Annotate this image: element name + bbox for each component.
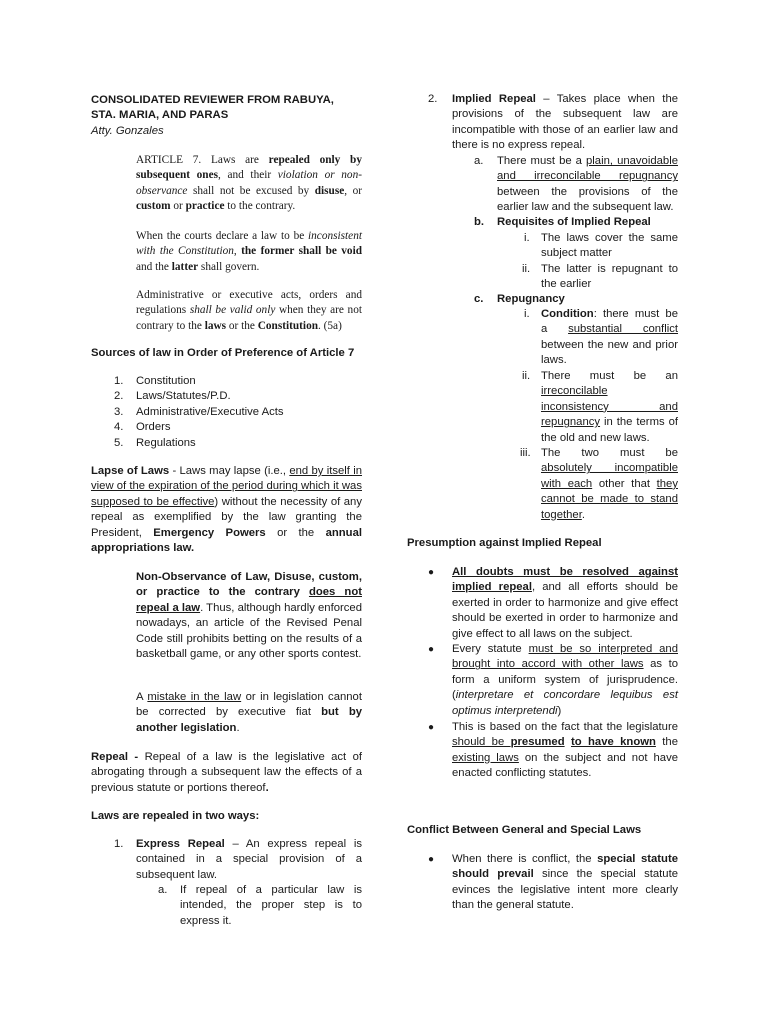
bold-span: custom [136,200,171,213]
bold-span: Non-Observance of Law, Disuse, custom, or practice to the contrary [136,571,362,599]
text-span: on the subject and not have enacted conflicting statutes. [452,751,678,780]
list-text: If repeal of a particular law is intended, the proper step is to express it. [180,884,362,927]
underlined-span: mistake in the law [147,691,242,703]
list-number: 1. [114,838,124,850]
list-letter: a. [474,155,484,167]
text-span: ) without the necessity of any repeal as exemplified by the law granting the President, [91,495,362,539]
bullet-icon: ● [428,722,435,733]
bold-underlined-span: All doubts must be resolved against implied repeal [452,566,678,594]
text-span: as to form a uniform system of jurisprudence. ( [452,658,678,702]
bold-span: Express Repeal [136,838,225,850]
sources-list [114,374,354,451]
list-letter: b. [474,216,485,228]
text-span: shall govern. [198,260,260,273]
text-span: between the provisions of the earlier law and the subsequent law. [497,185,678,214]
bullet-icon: ● [428,644,435,655]
list-roman: i. [524,308,530,320]
underlined-span: irreconcilable inconsistency and repugnancy [541,385,678,429]
underlined-span: should be [452,736,511,749]
title-line-1: CONSOLIDATED REVIEWER FROM RABUYA, [91,94,334,106]
implied-c-ii [520,369,678,446]
text-span: or the [226,319,258,332]
list-number: 5. [114,436,124,449]
list-number: 3. [114,405,124,418]
text-span: When the courts declare a law to be [136,230,309,242]
list-text [136,837,362,883]
text-span: – Takes place when the provisions of the subsequent law are incompatible with those of an earlier law and there is no express repeal. [452,93,679,152]
underlined-span: they cannot be made to stand together [541,477,678,521]
text-span: shall not be excused by [187,184,315,197]
bold-span: Condition [541,308,594,320]
text-span: . [581,508,585,521]
text-span: This is based on the fact that the legislature [452,721,678,733]
text-span: other that [592,477,657,490]
list-number: 2. [428,93,438,105]
list-roman: ii. [522,370,531,382]
express-repeal-item [114,837,362,883]
text-span: between the new and prior laws. [541,338,678,367]
non-observance-paragraph [136,570,362,662]
bold-span: Constitution [257,319,318,332]
article-label: ARTICLE 7 [136,154,199,166]
text-span: the [655,736,678,749]
text-span: or in legislation cannot be corrected by executive fiat [136,691,362,719]
list-text [541,307,678,369]
list-number: 4. [114,421,124,434]
article-7-paragraph [136,153,362,215]
text-span: and the [136,260,172,273]
text-span: , and all efforts should be exerted in order to harmonize and give effect should be exerted in order to harmonize and give effect to all laws on the subject. [452,581,678,640]
bold-span: disuse [314,184,345,197]
text-span: . Laws are [198,154,269,166]
bold-span: Lapse of Laws [91,465,170,477]
underlined-span: substantial conflict [568,323,679,336]
underlined-span: plain, unavoidable and irreconcilable repugnancy [497,155,678,183]
list-text [452,720,678,782]
list-roman: ii. [522,263,531,275]
author: Atty. Gonzales [91,124,164,137]
list-text: Orders [136,421,171,434]
implied-subitem-b [474,215,678,230]
conflict-heading: Conflict Between General and Special Laws [407,824,642,836]
bold-underlined-span: does not repeal a law [136,586,362,614]
list-item [114,420,354,435]
bold-span: laws [204,319,227,332]
bold-span: Implied Repeal [452,93,536,105]
list-text: Requisites of Implied Repeal [497,216,651,228]
list-item [114,405,354,420]
implied-repeal-item [428,92,678,154]
text-span: . Thus, although hardly enforced nowadays, an article of the Revised Penal Code still prohibits betting on the results of a basketball game, or any other sports contest. [136,601,362,661]
bold-span: Emergency Powers [153,526,266,539]
list-roman: iii. [520,447,531,459]
bold-underlined-span: to have known [570,736,656,749]
sources-heading: Sources of law in Order of Preference of Article 7 [91,347,355,359]
presumption-bullet-2 [428,642,678,719]
mistake-paragraph [136,690,362,736]
list-letter: c. [474,293,484,305]
text-span: Administrative or executive acts, orders and regulations [136,289,362,317]
list-number: 1. [114,375,124,387]
implied-subitem-a [474,154,678,216]
bullet-icon: ● [428,854,435,865]
text-span: Repeal of a law is the legislative act of abrogating through a subsequent law the effects of a previous statute or portions thereof [91,751,362,794]
text-span: when they are not contrary to the [136,304,362,332]
list-text: The laws cover the same subject matter [541,232,678,260]
text-span: A [136,691,148,703]
list-text: Repugnancy [497,293,565,305]
underlined-span: end by itself in view of the expiration of the period during which it was supposed to be effective [91,465,363,508]
text-span: , and their [218,169,278,182]
text-span: in the terms of the old and new laws. [541,416,678,444]
list-text: The latter is repugnant to the earlier [541,263,678,291]
list-item [114,389,354,404]
italic-span: interpretare et concordare lequibus est optimus interpretendi [452,689,678,717]
presumption-bullet-1 [428,565,678,642]
italic-span: inconsistent with the Constitution [136,230,362,258]
implied-c-iii [520,446,678,523]
list-text [452,852,678,914]
underlined-span: must be so interpreted and brought into accord with other laws [452,643,678,671]
list-number: 2. [114,390,124,403]
implied-b-i [520,231,678,262]
list-letter: a. [158,884,168,896]
underlined-span: existing laws [452,751,519,764]
conflict-bullet-1 [428,852,678,914]
list-text: Constitution [136,375,196,387]
bold-span: the former shall be void [241,245,363,258]
list-item [114,374,354,389]
list-text [541,369,678,446]
list-text [452,92,678,154]
bold-span: repealed only by subsequent ones [136,154,362,182]
list-text: Regulations [136,436,196,449]
implied-b-ii [520,262,678,293]
list-text [452,565,678,642]
text-span: There must be a [497,155,587,167]
text-span: since the special statute evinces the legislative intent more clearly than the general statute. [452,868,678,912]
text-span: , or [344,184,362,197]
presumption-heading: Presumption against Implied Repeal [407,537,602,549]
text-span: . [236,721,240,734]
presumption-bullet-3 [428,720,678,782]
bold-span: practice [185,200,225,213]
express-repeal-subitem [158,883,362,929]
bold-span: . [265,781,269,794]
text-span: – An express repeal is contained in a special provision of a subsequent law. [136,838,362,881]
bold-span: special statute should prevail [452,853,678,881]
text-span: : there must be a [541,308,678,336]
implied-subitem-c [474,292,678,307]
list-text [452,642,678,719]
italic-span: violation or non-observance [136,169,362,197]
list-text [497,154,678,216]
text-span: ) [557,704,562,717]
text-span: The two must be [541,447,678,459]
bold-span: annual appropriations law. [91,526,362,555]
article-7-paragraph-3 [136,288,362,334]
text-span: There must be an [541,370,678,382]
text-span: - Laws may lapse (i.e., [169,465,290,477]
list-roman: i. [524,232,530,244]
underlined-span: absolutely incompatible with each [541,462,678,490]
list-item [114,436,354,451]
bold-span: latter [171,260,199,273]
two-ways-heading: Laws are repealed in two ways: [91,810,260,822]
article-7-paragraph-2 [136,229,362,275]
bold-span: but by another legislation [136,706,362,734]
text-span: or [170,200,186,213]
text-span: Every statute [452,643,529,655]
italic-span: shall be valid only [189,304,276,317]
document-title [91,93,391,139]
text-span: to the contrary. [224,200,296,213]
text-span: or the [265,526,326,539]
list-text [541,446,678,523]
bold-underlined-span: presumed [510,736,565,749]
implied-c-i [520,307,678,369]
text-span: , [233,245,242,258]
list-text: Laws/Statutes/P.D. [136,390,231,403]
text-span: . (5a) [318,319,342,332]
lapse-of-laws-paragraph [91,464,362,556]
list-text: Administrative/Executive Acts [136,405,284,418]
repeal-paragraph [91,750,362,796]
title-line-2: STA. MARIA, AND PARAS [91,109,229,122]
text-span: When there is conflict, the [452,853,598,865]
bullet-icon: ● [428,567,435,578]
bold-span: Repeal - [91,751,139,763]
